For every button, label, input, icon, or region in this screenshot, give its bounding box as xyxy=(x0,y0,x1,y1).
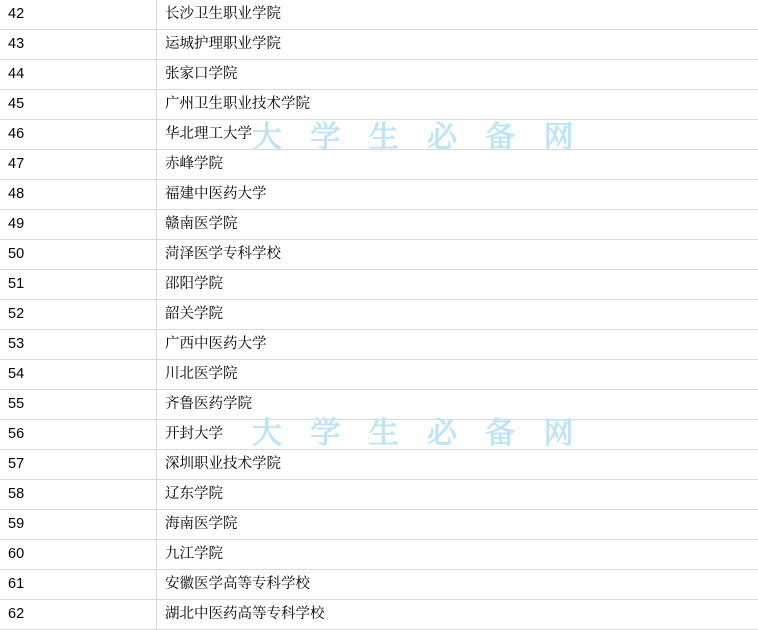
rank-cell: 62 xyxy=(0,600,157,630)
university-name-cell: 广西中医药大学 xyxy=(157,330,758,360)
rank-cell: 52 xyxy=(0,300,157,330)
table-row xyxy=(0,30,758,60)
table-row xyxy=(0,480,758,510)
table-row xyxy=(0,420,758,450)
rank-cell: 58 xyxy=(0,480,157,510)
rank-cell: 46 xyxy=(0,120,157,150)
rank-cell: 59 xyxy=(0,510,157,540)
table-row xyxy=(0,450,758,480)
university-name-cell: 长沙卫生职业学院 xyxy=(157,0,758,30)
table-row xyxy=(0,390,758,420)
watermark-top: 大 学 生 必 备 网 xyxy=(252,112,584,156)
rank-cell: 45 xyxy=(0,90,157,120)
table-row xyxy=(0,600,758,630)
rank-cell: 53 xyxy=(0,330,157,360)
university-name-cell: 邵阳学院 xyxy=(157,270,758,300)
table-row xyxy=(0,360,758,390)
university-name-cell: 赤峰学院 xyxy=(157,150,758,180)
table-row xyxy=(0,300,758,330)
rank-cell: 55 xyxy=(0,390,157,420)
rank-cell: 60 xyxy=(0,540,157,570)
university-name-cell: 运城护理职业学院 xyxy=(157,30,758,60)
rank-cell: 61 xyxy=(0,570,157,600)
rank-cell: 44 xyxy=(0,60,157,90)
table-row xyxy=(0,510,758,540)
rank-cell: 54 xyxy=(0,360,157,390)
table-row xyxy=(0,120,758,150)
table-row xyxy=(0,330,758,360)
university-name-cell: 韶关学院 xyxy=(157,300,758,330)
table-row xyxy=(0,210,758,240)
table-row xyxy=(0,150,758,180)
rank-cell: 56 xyxy=(0,420,157,450)
rank-cell: 49 xyxy=(0,210,157,240)
university-name-cell: 张家口学院 xyxy=(157,60,758,90)
university-name-cell: 赣南医学院 xyxy=(157,210,758,240)
watermark-bottom: 大 学 生 必 备 网 xyxy=(252,408,584,452)
table-row xyxy=(0,540,758,570)
rank-cell: 47 xyxy=(0,150,157,180)
rank-cell: 43 xyxy=(0,30,157,60)
rank-cell: 48 xyxy=(0,180,157,210)
table-row xyxy=(0,180,758,210)
rank-cell: 51 xyxy=(0,270,157,300)
rank-cell: 50 xyxy=(0,240,157,270)
university-name-cell: 川北医学院 xyxy=(157,360,758,390)
table-row xyxy=(0,90,758,120)
university-name-cell: 九江学院 xyxy=(157,540,758,570)
university-name-cell: 辽东学院 xyxy=(157,480,758,510)
university-name-cell: 菏泽医学专科学校 xyxy=(157,240,758,270)
university-name-cell: 深圳职业技术学院 xyxy=(157,450,758,480)
university-name-cell: 华北理工大学 xyxy=(157,120,758,150)
rank-cell: 57 xyxy=(0,450,157,480)
table-row xyxy=(0,240,758,270)
university-name-cell: 福建中医药大学 xyxy=(157,180,758,210)
university-name-cell: 广州卫生职业技术学院 xyxy=(157,90,758,120)
university-name-cell: 齐鲁医药学院 xyxy=(157,390,758,420)
table-row xyxy=(0,570,758,600)
university-name-cell[interactable]: 海南医学院 xyxy=(157,510,758,540)
table-row xyxy=(0,0,758,30)
university-name-cell[interactable]: 安徽医学高等专科学校 xyxy=(157,570,758,600)
rank-cell: 42 xyxy=(0,0,157,30)
table-row xyxy=(0,270,758,300)
university-name-cell: 湖北中医药高等专科学校 xyxy=(157,600,758,630)
table-row xyxy=(0,60,758,90)
university-name-cell: 开封大学 xyxy=(157,420,758,450)
